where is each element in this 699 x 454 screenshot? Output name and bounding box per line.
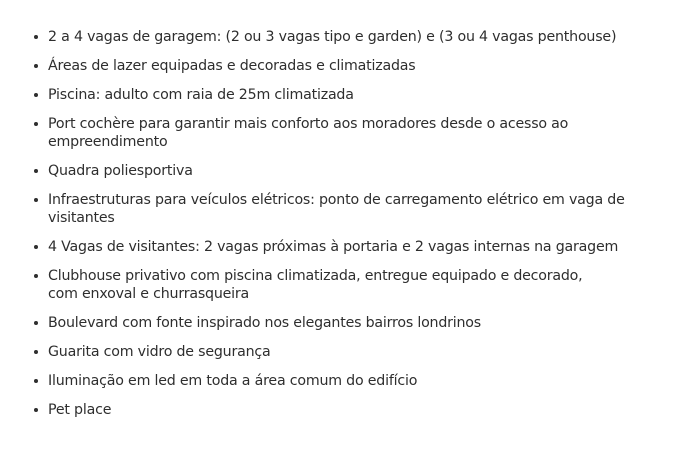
- feature-item-guardhouse: [34, 343, 674, 361]
- bullet-icon: [34, 408, 38, 412]
- feature-item-garage: [34, 28, 674, 46]
- bullet-icon: [34, 379, 38, 383]
- feature-item-boulevard: [34, 314, 674, 332]
- feature-item-sports-court: [34, 162, 674, 180]
- feature-text: Áreas de lazer equipadas e decoradas e climatizadas: [48, 58, 416, 74]
- feature-text: Guarita com vidro de segurança: [48, 344, 271, 360]
- feature-item-pet-place: [34, 401, 674, 419]
- feature-text: Pet place: [48, 402, 112, 418]
- feature-item-ev-charging: [34, 191, 648, 227]
- feature-item-port-cochere: [34, 115, 648, 151]
- feature-item-leisure: [34, 57, 674, 75]
- feature-text: Iluminação em led em toda a área comum do edifício: [48, 373, 418, 389]
- feature-item-clubhouse: [34, 267, 588, 303]
- feature-text: Clubhouse privativo com piscina climatizada, entregue equipado e decorado, com enxoval e churrasqueira: [48, 268, 583, 302]
- bullet-icon: [34, 274, 38, 278]
- bullet-icon: [34, 198, 38, 202]
- feature-item-pool: [34, 86, 674, 104]
- feature-item-led-lighting: [34, 372, 674, 390]
- bullet-icon: [34, 35, 38, 39]
- bullet-icon: [34, 64, 38, 68]
- bullet-icon: [34, 93, 38, 97]
- bullet-icon: [34, 350, 38, 354]
- bullet-icon: [34, 321, 38, 325]
- features-list: [34, 28, 674, 430]
- feature-text: 2 a 4 vagas de garagem: (2 ou 3 vagas tipo e garden) e (3 ou 4 vagas penthouse): [48, 29, 617, 45]
- feature-text: Quadra poliesportiva: [48, 163, 193, 179]
- bullet-icon: [34, 245, 38, 249]
- feature-text: Boulevard com fonte inspirado nos elegantes bairros londrinos: [48, 315, 481, 331]
- feature-item-visitor-parking: [34, 238, 674, 256]
- feature-text: 4 Vagas de visitantes: 2 vagas próximas à portaria e 2 vagas internas na garagem: [48, 239, 619, 255]
- bullet-icon: [34, 122, 38, 126]
- feature-text: Piscina: adulto com raia de 25m climatizada: [48, 87, 354, 103]
- feature-text: Port cochère para garantir mais conforto aos moradores desde o acesso ao empreendimento: [48, 116, 569, 150]
- bullet-icon: [34, 169, 38, 173]
- feature-text: Infraestruturas para veículos elétricos: ponto de carregamento elétrico em vaga de visitantes: [48, 192, 625, 226]
